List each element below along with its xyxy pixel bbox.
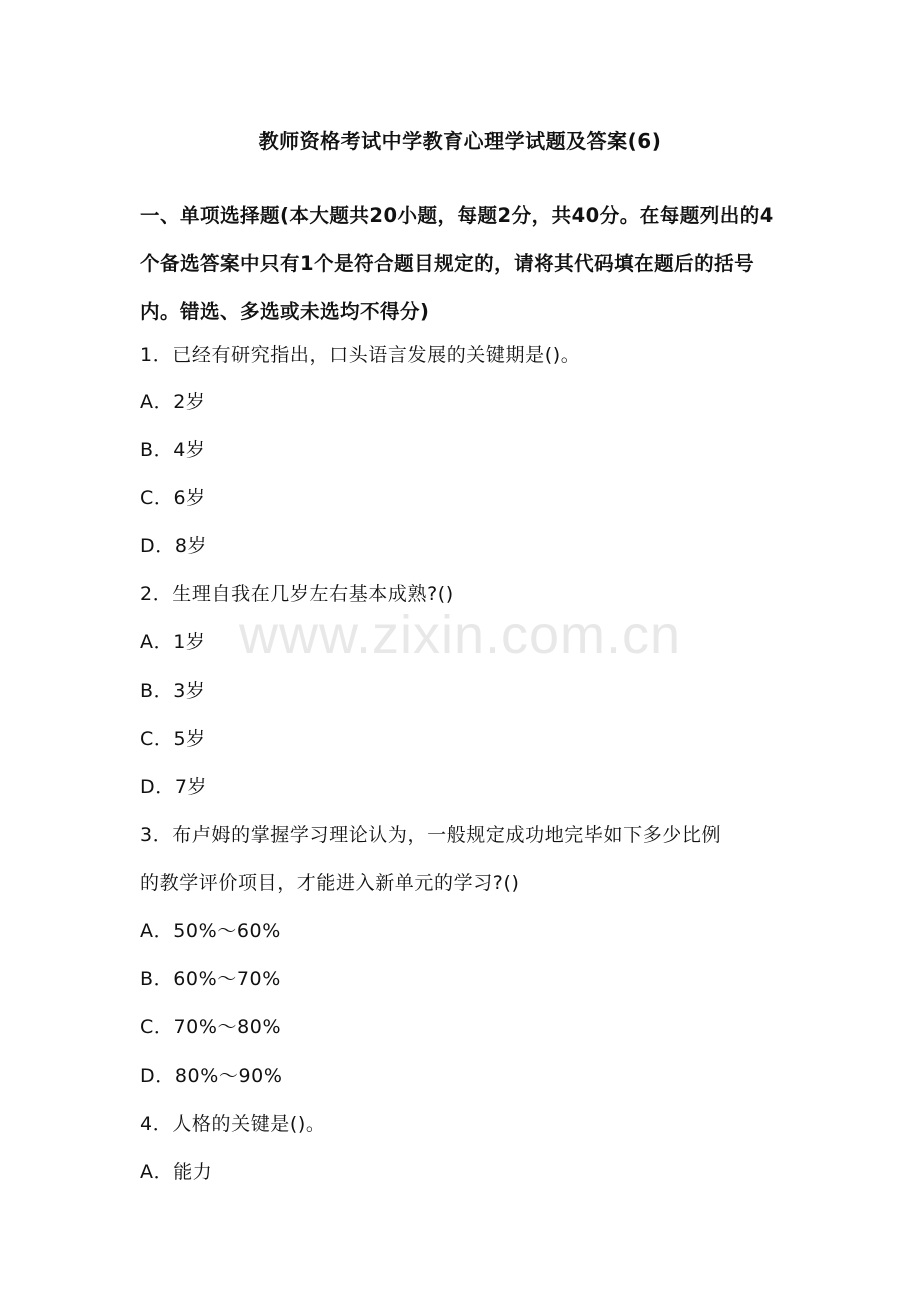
- question-3-option-d: D．80%～90%: [140, 1065, 283, 1087]
- question-4-stem: 4．人格的关键是()。: [140, 1113, 326, 1135]
- question-1-option-b: B．4岁: [140, 439, 206, 461]
- question-2-option-c: C．5岁: [140, 728, 206, 750]
- question-2-option-b: B．3岁: [140, 680, 206, 702]
- question-1-option-d: D．8岁: [140, 535, 208, 557]
- section-instructions: 一、单项选择题(本大题共20小题，每题2分，共40分。在每题列出的4个备选答案中只有1个是符合题目规定的，请将其代码填在题后的括号内。错选、多选或未选均不得分): [140, 204, 774, 323]
- question-2-option-d: D．7岁: [140, 776, 208, 798]
- question-1-stem: 1．已经有研究指出，口头语言发展的关键期是()。: [140, 344, 581, 366]
- document-title: 教师资格考试中学教育心理学试题及答案(6): [258, 129, 662, 153]
- question-3-option-b: B．60%～70%: [140, 968, 281, 990]
- question-3-option-c: C．70%～80%: [140, 1016, 282, 1038]
- question-4-option-a: A．能力: [140, 1161, 213, 1183]
- question-2-stem: 2．生理自我在几岁左右基本成熟?(): [140, 583, 454, 605]
- question-1-option-a: A．2岁: [140, 391, 206, 413]
- question-1-option-c: C．6岁: [140, 487, 206, 509]
- question-2-option-a: A．1岁: [140, 631, 206, 653]
- watermark: www.zixin.com.cn: [238, 605, 682, 665]
- question-3-stem-line-1: 3．布卢姆的掌握学习理论认为，一般规定成功地完毕如下多少比例: [140, 824, 722, 846]
- question-3-option-a: A．50%～60%: [140, 920, 281, 942]
- question-3-stem-line-2: 的教学评价项目，才能进入新单元的学习?(): [140, 872, 520, 894]
